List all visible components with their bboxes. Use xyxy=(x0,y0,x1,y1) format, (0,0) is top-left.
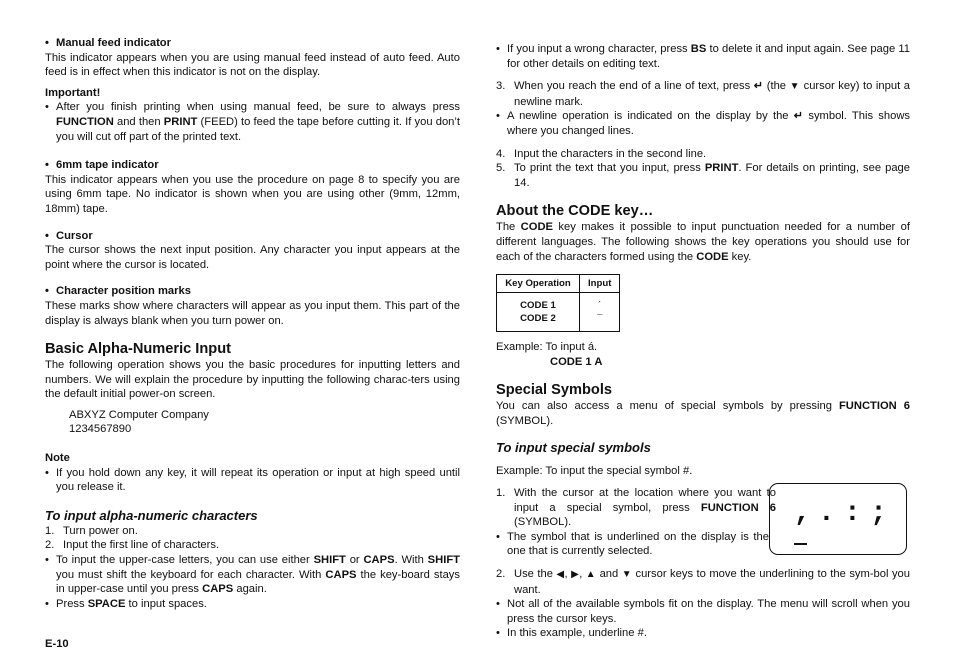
important-label: Important! xyxy=(45,86,101,99)
basic-input-title: Basic Alpha-Numeric Input xyxy=(45,341,231,358)
underlined-bullet: • The symbol that is underlined on the display is the one that is currently selected. xyxy=(496,530,769,559)
special-step-1: 1. With the cursor at the location where you want to input a special symbol, press FUNCTION 6 (SYMBOL). xyxy=(496,487,777,529)
cursor-text: The cursor shows the next input position. Any character you input appears at the point where the cursor is located. xyxy=(45,244,460,271)
up-arrow-icon: ▲ xyxy=(585,569,597,581)
table-cell-inputs xyxy=(580,293,620,332)
example-line-1: ABXYZ Computer Company xyxy=(69,408,209,421)
special-symbols-subtitle: To input special symbols xyxy=(496,439,651,455)
table-header-input: Input xyxy=(580,275,620,293)
left-column xyxy=(45,36,460,611)
display-symbol: . xyxy=(818,498,835,529)
page-number: E-10 xyxy=(45,638,69,650)
code-key-table xyxy=(496,274,620,332)
note-bullet: • If you hold down any key, it will repeat its operation or input at high speed until you release it. xyxy=(45,466,460,495)
manual-feed-text: This indicator appears when you are using manual feed instead of auto feed. Auto feed is in effect when this indicator is not on the display. xyxy=(45,51,460,79)
display-symbol: ; xyxy=(870,498,887,529)
important-bullet: • After you finish printing when using manual feed, be sure to always press FUNCTION and then PRINT (FEED) to feed the tape before cutting it. If you don’t you will cut off part of the printed text. xyxy=(45,100,460,144)
step-3: 3. When you reach the end of a line of text, press ↵ (the ▼ cursor key) to input a newline mark. xyxy=(496,80,911,108)
down-arrow-icon: ▼ xyxy=(789,81,801,93)
table-row-input: ¯ xyxy=(597,313,603,325)
code-key-text: The CODE key makes it possible to input punctuation needed for a number of different languages. The following shows the key operations you should use for each of the characters formed using the CODE key. xyxy=(496,221,910,263)
display-symbol: : xyxy=(844,498,861,529)
table-cell-operations xyxy=(497,293,580,332)
code-example-label: Example: To input á. xyxy=(496,341,598,354)
basic-input-intro: The following operation shows you the basic procedures for inputting letters and numbers. We will explain the procedure by inputting the following charac-ters using the default initial power-on screen. xyxy=(45,359,460,401)
note-label: Note xyxy=(45,452,70,465)
left-arrow-icon: ◀ xyxy=(556,569,565,581)
table-row-op: CODE 1 xyxy=(520,300,556,312)
step-2: 2. Input the first line of characters. xyxy=(45,539,220,552)
space-bullet: • Press SPACE to input spaces. xyxy=(45,597,460,612)
step-4: 4. Input the characters in the second line. xyxy=(496,147,707,160)
table-row-input: ´ xyxy=(598,300,602,312)
code-key-title: About the CODE key… xyxy=(496,203,654,220)
table-row-op: CODE 2 xyxy=(520,313,556,325)
uppercase-bullet: • To input the upper-case letters, you can use either SHIFT or CAPS. With SHIFT you must shift the keyboard for each character. With CAPS the key-board stays in upper-case until you press CAPS again. xyxy=(45,553,460,597)
wrong-char-bullet: • If you input a wrong character, press BS to delete it and input again. See page 11 for other details on editing text. xyxy=(496,42,910,71)
code-example-keys: CODE 1 A xyxy=(550,355,603,368)
special-step-2: 2. Use the ◀, ▶, ▲ and ▼ cursor keys to move the underlining to the sym-bol you want. xyxy=(496,568,910,596)
display-symbol: , xyxy=(794,498,811,529)
symbol-display xyxy=(769,483,907,555)
step-1: 1. Turn power on. xyxy=(45,524,138,537)
example-line-2: 1234567890 xyxy=(69,423,132,436)
tape-6mm-text: This indicator appears when you use the procedure on page 8 to specify you are using 6mm tape. No indicator is shown when you are using other (9mm, 12mm, 18mm) tape. xyxy=(45,173,460,215)
char-marks-text: These marks show where characters will appear as you input them. This part of the display is always blank when you turn power on. xyxy=(45,299,460,327)
table-header-key-operation: Key Operation xyxy=(497,275,580,293)
special-example: Example: To input the special symbol #. xyxy=(496,464,693,477)
scroll-bullet: • Not all of the available symbols fit on the display. The menu will scroll when you press the cursor keys. xyxy=(496,597,910,626)
tape-6mm-heading: • 6mm tape indicator xyxy=(45,158,460,173)
return-icon: ↵ xyxy=(753,80,764,93)
special-symbols-title: Special Symbols xyxy=(496,382,612,399)
return-icon: ↵ xyxy=(793,110,804,123)
down-arrow-icon: ▼ xyxy=(621,569,632,581)
to-input-title: To input alpha-numeric characters xyxy=(45,507,258,523)
example-bullet: • In this example, underline #. xyxy=(496,626,910,641)
step-5: 5. To print the text that you input, press PRINT. For details on printing, see page 14. xyxy=(496,162,910,189)
special-symbols-text: You can also access a menu of special symbols by pressing FUNCTION 6 (SYMBOL). xyxy=(496,400,911,427)
cursor-heading: • Cursor xyxy=(45,229,460,244)
manual-feed-heading: • Manual feed indicator xyxy=(45,36,460,51)
newline-bullet: • A newline operation is indicated on the display by the ↵ symbol. This shows where you changed lines. xyxy=(496,109,910,138)
right-arrow-icon: ▶ xyxy=(571,569,580,581)
char-marks-heading: • Character position marks xyxy=(45,284,460,299)
selection-underline xyxy=(794,543,807,545)
